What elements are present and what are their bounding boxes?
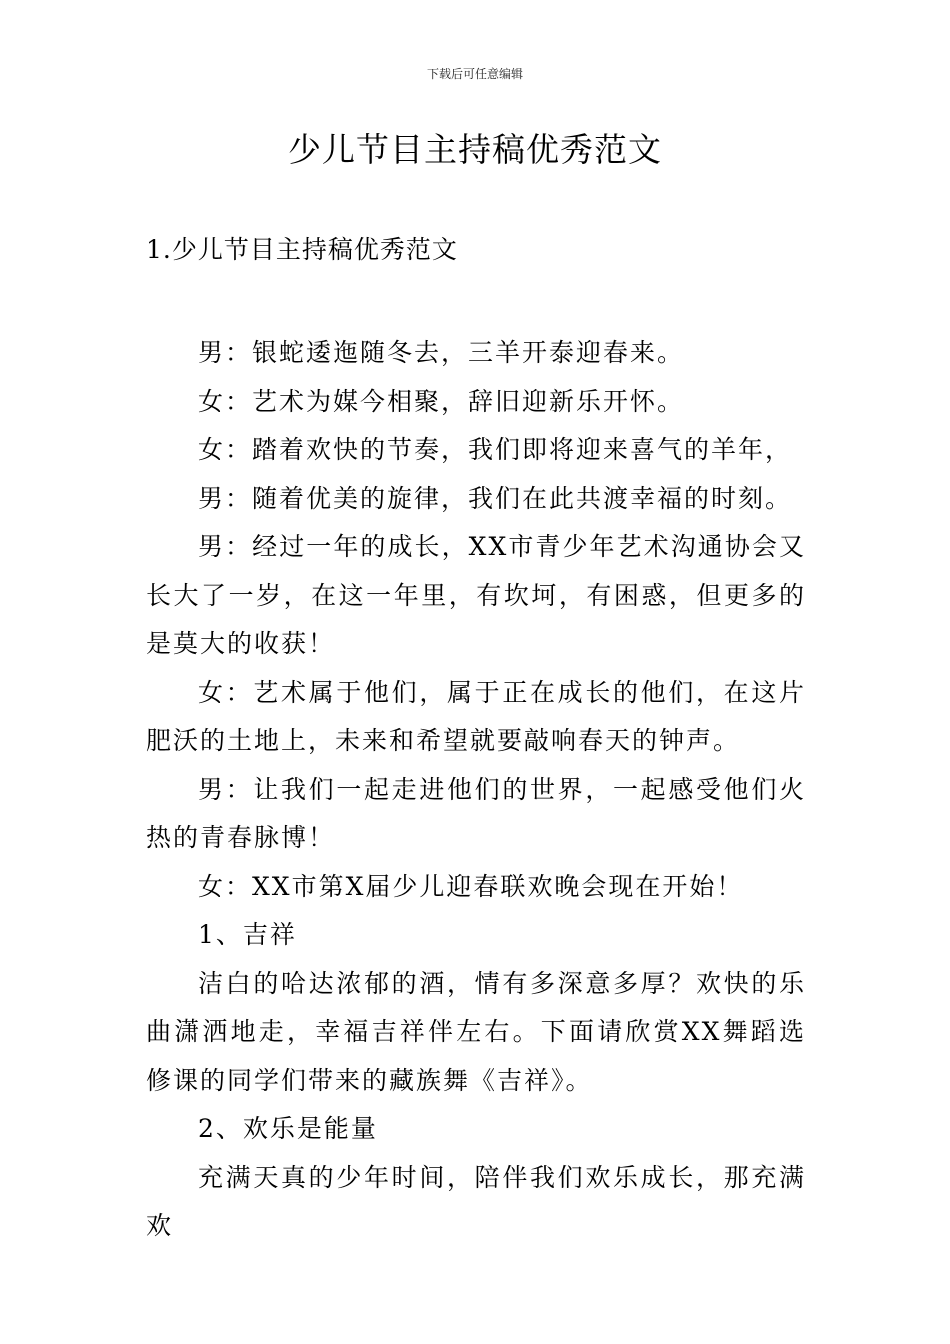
section-heading: 1.少儿节目主持稿优秀范文	[146, 235, 458, 264]
page-header-note: 下载后可任意编辑	[426, 67, 523, 81]
paragraph-10: 充满天真的少年时间，陪伴我们欢乐成长，那充满欢	[146, 1162, 806, 1240]
program-heading-1: 1、吉祥	[198, 920, 297, 949]
paragraph-6: 女：艺术属于他们，属于正在成长的他们，在这片肥沃的土地上，未来和希望就要敲响春天的钟声。	[146, 677, 806, 755]
paragraph-2: 女：艺术为媒今相聚，辞旧迎新乐开怀。	[198, 386, 685, 416]
paragraph-7: 男：让我们一起走进他们的世界，一起感受他们火热的青春脉博！	[146, 774, 806, 852]
paragraph-5: 男：经过一年的成长，XX市青少年艺术沟通协会又长大了一岁，在这一年里，有坎坷，有困惑，但更多的是莫大的收获！	[146, 532, 806, 658]
paragraph-4: 男：随着优美的旋律，我们在此共渡幸福的时刻。	[198, 483, 793, 513]
paragraph-8: 女：XX市第X届少儿迎春联欢晚会现在开始！	[198, 871, 744, 901]
paragraph-1: 男：银蛇逶迤随冬去，三羊开泰迎春来。	[198, 338, 685, 367]
document-title: 少儿节目主持稿优秀范文	[288, 130, 662, 169]
paragraph-3: 女：踏着欢快的节奏，我们即将迎来喜气的羊年，	[198, 435, 793, 464]
document-body	[146, 329, 806, 1251]
program-heading-2: 2、欢乐是能量	[198, 1114, 378, 1143]
paragraph-9: 洁白的哈达浓郁的酒，情有多深意多厚？欢快的乐曲潇洒地走，幸福吉祥伴左右。下面请欣赏XX舞蹈选修课的同学们带来的藏族舞《吉祥》。	[146, 968, 806, 1095]
